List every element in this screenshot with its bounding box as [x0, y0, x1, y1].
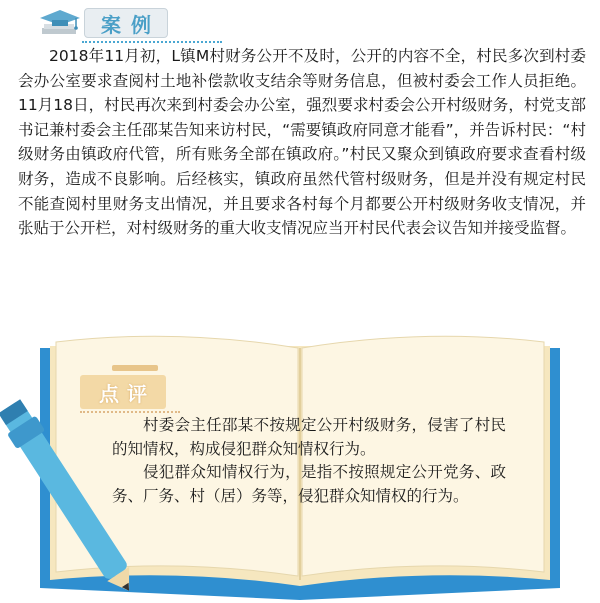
review-paragraph: 侵犯群众知情权行为，是指不按照规定公开党务、政务、厂务、村（居）务等，侵犯群众知情权的行为。 [112, 463, 506, 505]
graduation-cap-icon [38, 8, 82, 38]
case-label-underline [82, 41, 222, 43]
review-label: 点评 [80, 375, 166, 409]
case-header [38, 6, 198, 42]
case-label: 案例 [84, 8, 168, 38]
review-tag-clip [112, 365, 158, 371]
review-paragraph: 村委会主任邵某不按规定公开村级财务，侵害了村民的知情权，构成侵犯群众知情权行为。 [112, 416, 506, 458]
review-text [112, 414, 506, 508]
review-book-panel [0, 318, 600, 603]
review-label-underline [80, 411, 180, 413]
case-paragraph: 2018年11月初，L镇M村财务公开不及时，公开的内容不全，村民多次到村委会办公室要求查阅村土地补偿款收支结余等财务信息，但被村委会工作人员拒绝。11月18日，村民再次来到村委会办公室，强烈要求村委会公开村级财务，村党支部书记兼村委会主任邵某告知来访村民，“需要镇政府同意才能看”，并告诉村民：“村级财务由镇政府代管，所有账务全部在镇政府。”村民又聚众到镇政府要求查看村级财务，造成不良影响。后经核实，镇政府虽然代管村级财务，但是并没有规定村民不能查阅村里财务支出情况，并且要求各村每个月都要公开村级财务收支情况，并张贴于公开栏，对村级财务的重大收支情况应当开村民代表会议告知并接受监督。 [18, 47, 586, 238]
